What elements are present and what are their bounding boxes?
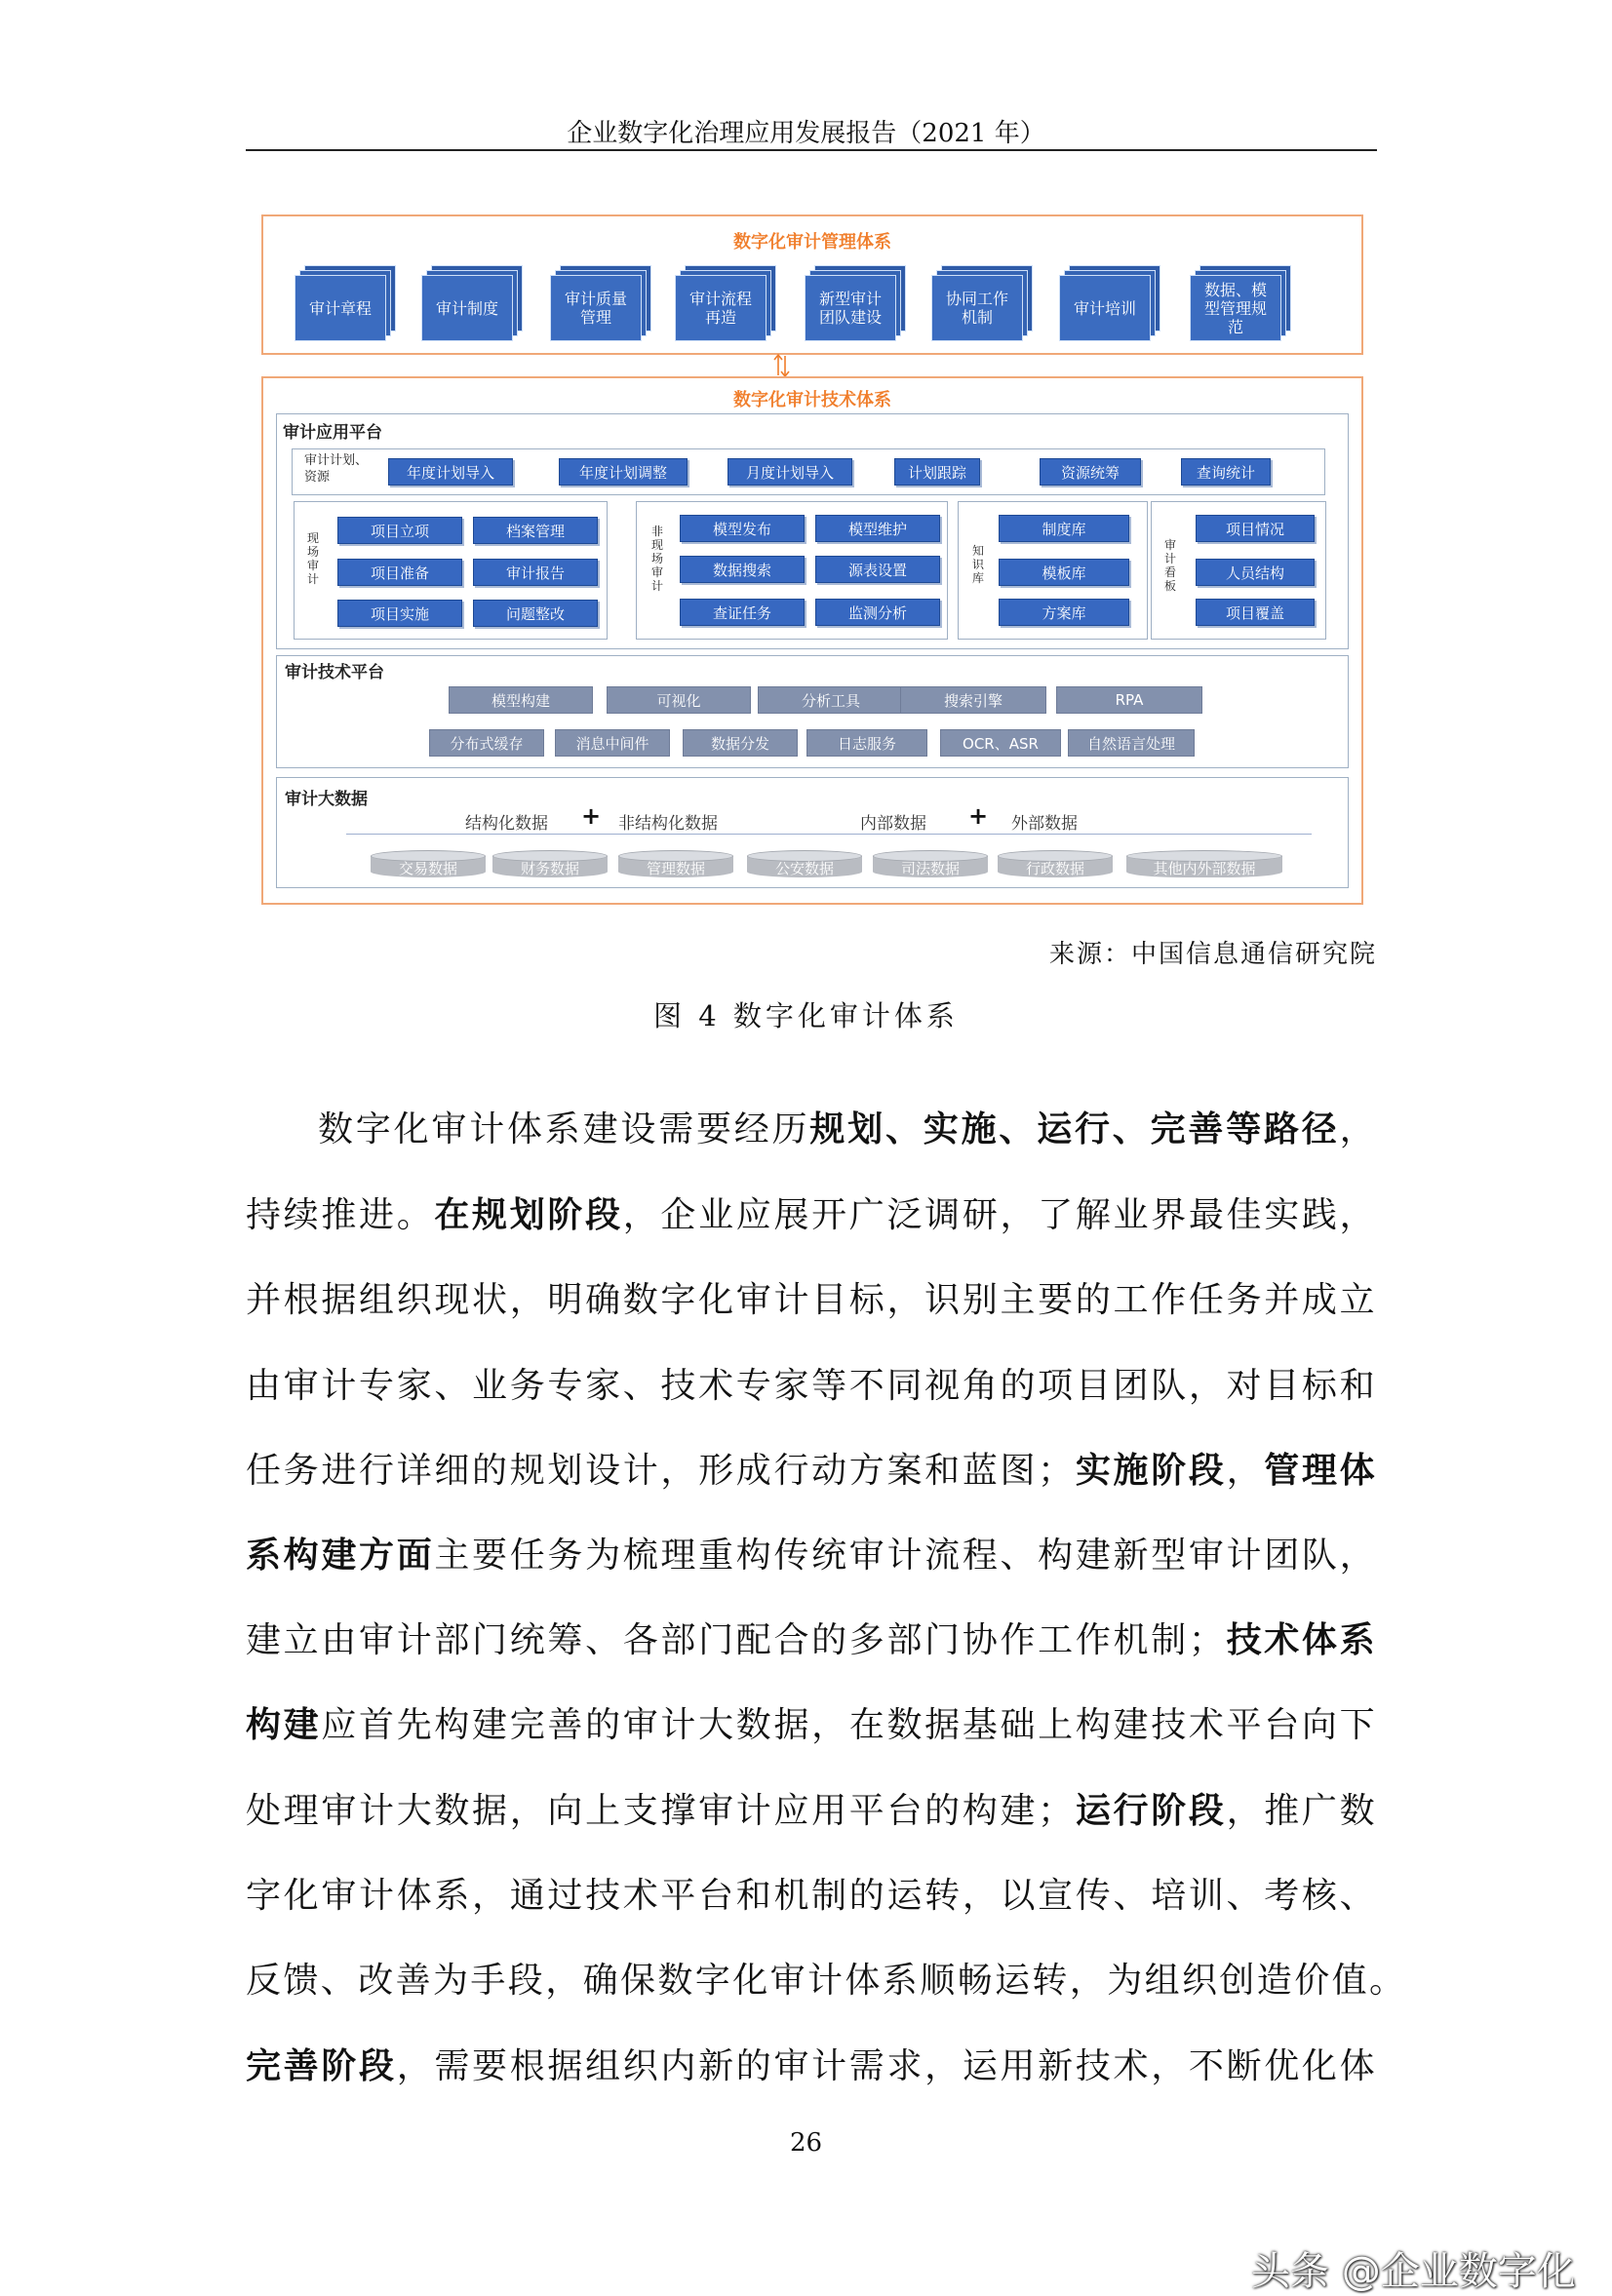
- database-icon: [747, 850, 862, 879]
- body-text: 主要任务为梳理重构传统审计流程、构建新型审计团队，: [434, 1536, 1377, 1576]
- body-text: 由审计专家、业务专家、技术专家等不同视角的项目团队，对目标和: [246, 1366, 1377, 1406]
- data-store-label: 财务数据: [520, 860, 579, 877]
- body-text: ，: [1339, 1109, 1378, 1149]
- plus-sign: +: [968, 802, 989, 830]
- board-label: 审 计 看 板: [1163, 538, 1176, 593]
- data-store-label: 公安数据: [774, 860, 834, 877]
- document-stack-icon: [295, 265, 394, 339]
- bold-term: 构建: [246, 1705, 322, 1745]
- watermark: 头条 @企业数字化: [1251, 2249, 1576, 2294]
- mgmt-item-label: 新型审计 团队建设: [805, 275, 896, 341]
- data-store-label: 行政数据: [1025, 860, 1084, 877]
- body-text: ，: [1226, 1451, 1265, 1491]
- body-line: [246, 1358, 1377, 1408]
- tech-item-button: 模型构建: [449, 686, 593, 714]
- mgmt-item-label: 审计制度: [421, 275, 513, 341]
- mgmt-item-label: 审计流程 再造: [675, 275, 767, 341]
- running-header: 企业数字化治理应用发展报告（2021 年）: [567, 119, 1045, 148]
- database-icon: [1126, 850, 1282, 879]
- tech-system-title: 数字化审计技术体系: [733, 390, 891, 410]
- plan-item-button: 月度计划导入: [727, 458, 852, 486]
- data-store-label: 其他内外部数据: [1153, 860, 1256, 877]
- body-text: 处理审计大数据，向上支撑审计应用平台的构建；: [246, 1791, 1076, 1831]
- data-store-label: 交易数据: [398, 860, 457, 877]
- data-store-label: 司法数据: [900, 860, 960, 877]
- internal-data-text: 内部数据: [860, 814, 926, 834]
- bold-term: 技术体系: [1226, 1620, 1377, 1660]
- mgmt-item-label: 审计章程: [295, 275, 386, 341]
- mgmt-item-label: 审计培训: [1059, 275, 1151, 341]
- body-line: [246, 1187, 1377, 1237]
- knowledge-item-button: 方案库: [999, 599, 1129, 626]
- onsite-item-button: 项目立项: [337, 517, 462, 544]
- mgmt-system-title: 数字化审计管理体系: [733, 232, 891, 253]
- onsite-item-button: 问题整改: [473, 600, 598, 627]
- body-text: 并根据组织现状，明确数字化审计目标，识别主要的工作任务并成立: [246, 1280, 1377, 1320]
- structured-data-text: 结构化数据: [465, 814, 548, 834]
- database-icon: [492, 850, 608, 879]
- board-item-button: 人员结构: [1196, 559, 1315, 586]
- two-way-arrow-icon: [770, 353, 794, 378]
- document-stack-icon: [805, 265, 904, 339]
- tech-item-button: 分析工具: [758, 686, 904, 714]
- data-rule: [346, 834, 1312, 835]
- knowledge-label: 知 识 库: [971, 544, 984, 585]
- body-line: [246, 1783, 1377, 1833]
- body-text: 建立由审计部门统筹、各部门配合的多部门协作工作机制；: [246, 1620, 1227, 1660]
- tech-item-button: 可视化: [607, 686, 751, 714]
- plan-row-label: 审计计划、 资源: [304, 453, 369, 485]
- tech-item-button: 自然语言处理: [1068, 729, 1195, 757]
- body-text: 持续推进。: [246, 1195, 435, 1235]
- tech-item-button: 搜索引擎: [900, 686, 1046, 714]
- document-stack-icon: [550, 265, 649, 339]
- document-stack-icon: [675, 265, 774, 339]
- plan-item-button: 资源统筹: [1040, 458, 1141, 486]
- body-text: 应首先构建完善的审计大数据，在数据基础上构建技术平台向下: [321, 1705, 1377, 1745]
- figure-caption: 图 4 数字化审计体系: [653, 999, 959, 1032]
- bold-term: 完善阶段: [246, 2046, 397, 2086]
- mgmt-system-panel: [261, 214, 1363, 355]
- bold-term: 规划、实施、运行、完善等路径: [809, 1109, 1340, 1149]
- body-text: ，推广数: [1226, 1791, 1377, 1831]
- app-platform-label: 审计应用平台: [283, 423, 382, 443]
- header-rule: [246, 149, 1377, 151]
- unstructured-data-text: 非结构化数据: [618, 814, 718, 834]
- tech-item-button: 日志服务: [806, 729, 927, 757]
- mgmt-item-label: 审计质量 管理: [550, 275, 642, 341]
- mgmt-item-label: 数据、模 型管理规 范: [1190, 275, 1281, 341]
- plan-item-button: 查询统计: [1181, 458, 1271, 486]
- offsite-item-button: 监测分析: [815, 599, 940, 626]
- bold-term: 实施阶段: [1075, 1451, 1227, 1491]
- database-icon: [618, 850, 733, 879]
- body-line: [246, 1272, 1377, 1322]
- plan-item-button: 计划跟踪: [894, 458, 980, 486]
- body-text: 任务进行详细的规划设计，形成行动方案和蓝图；: [246, 1451, 1076, 1491]
- tech-item-button: RPA: [1056, 686, 1202, 714]
- tech-platform-label: 审计技术平台: [285, 663, 384, 682]
- body-line: [318, 1102, 1377, 1151]
- figure-source: 来源：中国信息通信研究院: [1048, 940, 1377, 969]
- plan-item-button: 年度计划导入: [388, 458, 513, 486]
- onsite-item-button: 档案管理: [473, 517, 598, 544]
- document-stack-icon: [421, 265, 521, 339]
- body-text: ，企业应展开广泛调研，了解业界最佳实践，: [622, 1195, 1377, 1235]
- database-icon: [371, 850, 486, 879]
- tech-item-button: 消息中间件: [555, 729, 670, 757]
- body-line: [246, 1868, 1377, 1918]
- document-stack-icon: [931, 265, 1031, 339]
- database-icon: [998, 850, 1113, 879]
- mgmt-item-label: 协同工作 机制: [931, 275, 1023, 341]
- knowledge-item-button: 模板库: [999, 559, 1129, 586]
- plan-item-button: 年度计划调整: [559, 458, 688, 486]
- tech-item-button: 数据分发: [683, 729, 798, 757]
- body-line: [246, 1613, 1377, 1662]
- big-data-label: 审计大数据: [285, 790, 368, 809]
- offsite-item-button: 源表设置: [815, 556, 940, 583]
- database-icon: [873, 850, 988, 879]
- onsite-item-button: 项目实施: [337, 600, 462, 627]
- body-text: 反馈、改善为手段，确保数字化审计体系顺畅运转，为组织创造价值。: [246, 1961, 1407, 2001]
- board-item-button: 项目覆盖: [1196, 599, 1315, 626]
- body-line: [246, 1697, 1377, 1747]
- document-stack-icon: [1190, 265, 1289, 339]
- onsite-item-button: 审计报告: [473, 559, 598, 586]
- offsite-item-button: 模型发布: [680, 515, 805, 542]
- document-stack-icon: [1059, 265, 1159, 339]
- bold-term: 在规划阶段: [434, 1195, 623, 1235]
- offsite-label: 非 现 场 审 计: [650, 525, 663, 593]
- body-text: ，需要根据组织内新的审计需求，运用新技术，不断优化体: [396, 2046, 1377, 2086]
- data-store-label: 管理数据: [646, 860, 705, 877]
- body-text: 数字化审计体系建设需要经历: [318, 1109, 810, 1149]
- offsite-item-button: 查证任务: [680, 599, 805, 626]
- offsite-item-button: 模型维护: [815, 515, 940, 542]
- body-line: [246, 2039, 1377, 2088]
- page-number: 26: [789, 2128, 823, 2158]
- onsite-label: 现 场 审 计: [306, 531, 319, 586]
- body-text: 字化审计体系，通过技术平台和机制的运转，以宣传、培训、考核、: [246, 1876, 1377, 1916]
- tech-item-button: OCR、ASR: [940, 729, 1061, 757]
- external-data-text: 外部数据: [1011, 814, 1078, 834]
- body-line: [246, 1953, 1407, 2003]
- plus-sign: +: [581, 802, 602, 830]
- body-line: [246, 1443, 1377, 1493]
- tech-item-button: 分布式缓存: [429, 729, 544, 757]
- bold-term: 管理体: [1264, 1451, 1377, 1491]
- body-line: [246, 1528, 1377, 1577]
- bold-term: 运行阶段: [1075, 1791, 1227, 1831]
- onsite-item-button: 项目准备: [337, 559, 462, 586]
- bold-term: 系构建方面: [246, 1536, 435, 1576]
- offsite-item-button: 数据搜索: [680, 556, 805, 583]
- board-item-button: 项目情况: [1196, 515, 1315, 542]
- knowledge-item-button: 制度库: [999, 515, 1129, 542]
